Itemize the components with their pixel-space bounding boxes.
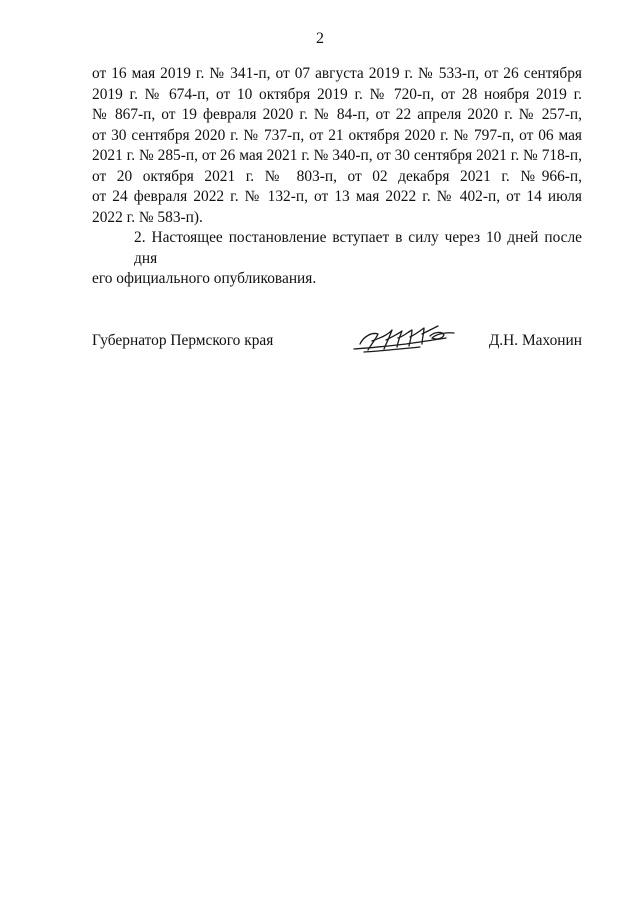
signer-title: Губернатор Пермского края	[92, 332, 274, 349]
paragraph-1-line: от 24 февраля 2022 г. № 132-п, от 13 мая 2022 г. № 402-п, от 14 июля	[92, 188, 582, 205]
page-number: 2	[316, 30, 324, 47]
paragraph-1-line: от 30 сентября 2020 г. № 737-п, от 21 октября 2020 г. № 797-п, от 06 мая	[92, 126, 582, 144]
signature-block	[92, 322, 582, 362]
paragraph-2-line: его официального опубликования.	[92, 270, 317, 287]
paragraph-2-line: 2. Настоящее постановление вступает в силу через 10 дней после дня	[134, 229, 582, 267]
paragraph-1-line: № 867-п, от 19 февраля 2020 г. № 84-п, от 22 апреля 2020 г. № 257-п,	[92, 106, 582, 123]
paragraph-1-line: от 16 мая 2019 г. № 341-п, от 07 августа 2019 г. № 533-п, от 26 сентября	[92, 65, 582, 82]
paragraph-1-line: 2019 г. № 674-п, от 10 октября 2019 г. № 720-п, от 28 ноября 2019 г.	[92, 85, 582, 103]
document-body	[92, 64, 582, 290]
handwritten-signature-icon	[350, 322, 460, 356]
paragraph-1-line: 2021 г. № 285-п, от 26 мая 2021 г. № 340-п, от 30 сентября 2021 г. № 718-п,	[92, 147, 582, 164]
signer-name: Д.Н. Махонин	[488, 332, 582, 349]
paragraph-1-line: 2022 г. № 583-п).	[92, 208, 203, 226]
paragraph-1-line: от 20 октября 2021 г. № 803-п, от 02 декабря 2021 г. №966-п,	[92, 167, 582, 185]
